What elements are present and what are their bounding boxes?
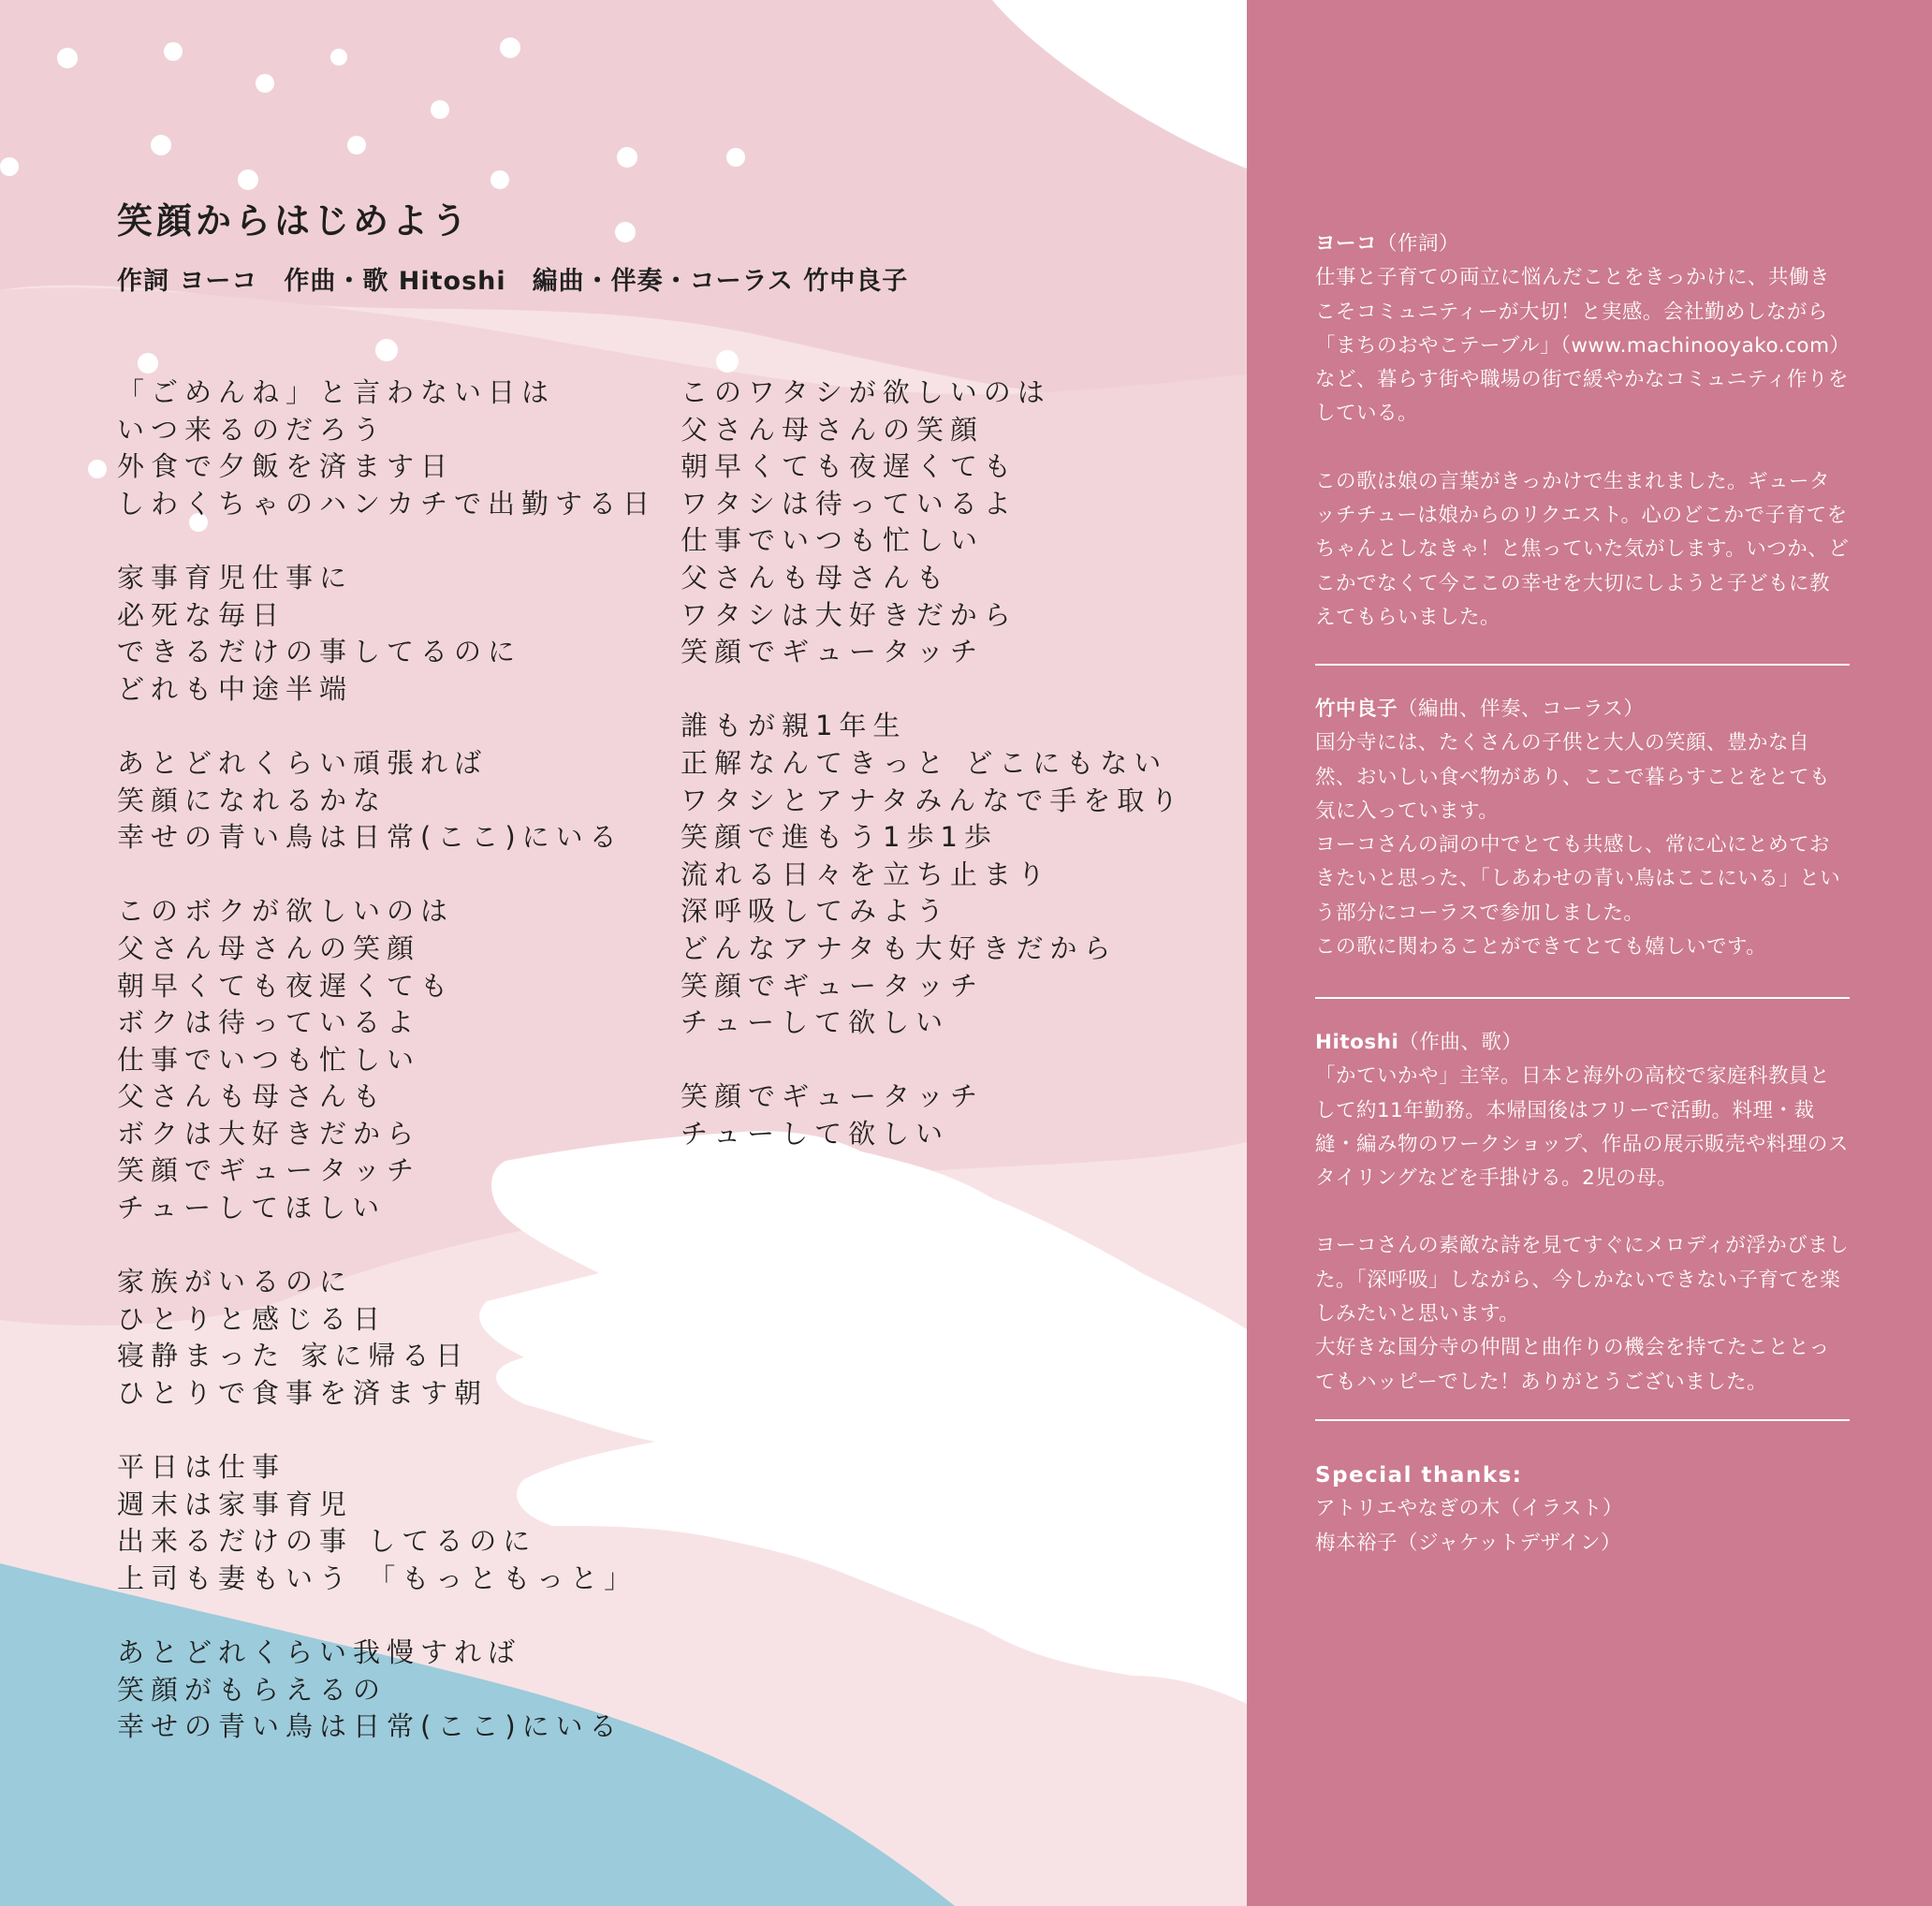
lyric-stanza (117, 1264, 716, 1412)
lyric-stanza (681, 374, 1280, 671)
bio-yoko (1315, 227, 1850, 635)
lyric-line: 父さん母さんの笑顔 (117, 931, 421, 964)
bio-name: ヨーコ (1315, 232, 1378, 256)
bio-role: （作曲、歌） (1398, 1031, 1523, 1054)
bio-text: この歌に関わることができてとても嬉しいです。 (1315, 935, 1767, 960)
lyric-line: 深呼吸してみよう (681, 895, 951, 928)
lyric-line: 幸せの青い鳥は日常(ここ)にいる (117, 1710, 623, 1743)
special-thanks-line: アトリエやなぎの木（イラスト） (1315, 1497, 1623, 1521)
lyric-stanza (117, 374, 716, 522)
lyric-line: ひとりで食事を済ます朝 (117, 1377, 489, 1410)
lyric-line: 「ごめんね」と言わない日は (117, 376, 556, 408)
lyric-line: 笑顔でギュータッチ (681, 636, 985, 668)
lyric-line: できるだけの事してるのに (117, 636, 522, 668)
special-thanks-heading: Special thanks: (1315, 1463, 1523, 1488)
lyric-stanza (117, 1635, 716, 1746)
bio-role: （編曲、伴奏、コーラス） (1398, 697, 1645, 721)
lyric-line: このワタシが欲しいのは (681, 376, 1051, 408)
lyric-line: 出来るだけの事 してるのに (117, 1525, 537, 1558)
lyric-line: 流れる日々を立ち止まり (681, 858, 1052, 890)
lyric-line: 平日は仕事 (117, 1451, 286, 1484)
bio-name: 竹中良子 (1315, 697, 1398, 721)
bio-text: 仕事と子育ての両立に悩んだことをきっかけに、共働きこそコミュニティーが大切！と実感。会社勤めしながら「まちのおやこテーブル」（www.machinooyako.com）など、暮らす街や職場の街で緩やかなコミュニティ作りをしている。 (1315, 266, 1849, 426)
lyric-line: 必死な毎日 (117, 598, 286, 631)
lyric-line: 家事育児仕事に (117, 561, 354, 594)
lyric-line: 週末は家事育児 (117, 1488, 354, 1520)
lyric-line: このボクが欲しいのは (117, 895, 455, 928)
lyric-line: 正解なんてきっと どこにもない (681, 746, 1168, 779)
lyric-line: 仕事でいつも忙しい (681, 524, 985, 557)
lyric-line: ワタシとアナタみんなで手を取り (681, 784, 1185, 816)
lyric-line: 上司も妻もいう 「もっともっと」 (117, 1562, 638, 1594)
bio-text: この歌は娘の言葉がきっかけで生まれました。ギュータッチチューは娘からのリクエスト。心のどこかで子育てをちゃんとしなきゃ！と焦っていた気がします。いつか、どこかでなくて今ここの幸せを大切にしようと子どもに教えてもらいました。 (1315, 469, 1850, 629)
lyric-line: あとどれくらい頑張れば (117, 746, 489, 779)
bio-hitoshi (1315, 1026, 1850, 1400)
lyric-line: 笑顔でギュータッチ (681, 969, 985, 1002)
credits-panel (1247, 0, 1932, 1906)
lyric-line: しわくちゃのハンカチで出勤する日 (117, 487, 657, 520)
lyric-line: 父さんも母さんも (117, 1080, 388, 1113)
lyric-line: 外食で夕飯を済ます日 (117, 450, 455, 483)
lyric-line: 笑顔で進もう1歩1歩 (681, 821, 998, 854)
bio-text: ヨーコさんの詞の中でとても共感し、常に心にとめておきたいと思った、「しあわせの青い鳥はここにいる」という部分にコーラスで参加しました。 (1315, 833, 1841, 925)
bio-text: ヨーコさんの素敵な詩を見てすぐにメロディが浮かびました。「深呼吸」しながら、今しかないできない子育てを楽しみたいと思います。 (1315, 1234, 1850, 1327)
lyric-line: いつ来るのだろう (117, 413, 388, 446)
lyric-line: 笑顔になれるかな (117, 784, 388, 816)
lyric-line: チューして欲しい (681, 1117, 950, 1150)
lyric-line: 朝早くても夜遅くても (117, 969, 455, 1002)
divider (1315, 664, 1850, 666)
lyric-line: 家族がいるのに (117, 1266, 354, 1298)
lyric-line: 父さん母さんの笑顔 (681, 413, 985, 446)
lyric-stanza (117, 560, 716, 708)
lyric-line: 笑顔がもらえるの (117, 1673, 388, 1706)
lyric-line: ボクは待っているよ (117, 1006, 421, 1039)
lyric-stanza (117, 1449, 716, 1597)
lyric-line: 誰もが親1年生 (681, 710, 907, 742)
lyric-stanza (681, 708, 1280, 1041)
divider (1315, 997, 1850, 999)
lyric-line: チューして欲しい (681, 1006, 950, 1039)
bio-name: Hitoshi (1315, 1031, 1399, 1054)
special-thanks-line: 梅本裕子（ジャケットデザイン） (1315, 1531, 1621, 1555)
lyric-line: どれも中途半端 (117, 672, 354, 705)
song-title: 笑顔からはじめよう (117, 200, 472, 242)
lyric-line: 父さんも母さんも (681, 561, 951, 594)
bio-text: 「かていかや」主宰。日本と海外の高校で家庭科教員として約11年勤務。本帰国後はフリーで活動。料理・裁縫・編み物のワークショップ、作品の展示販売や料理のスタイリングなどを手掛ける。2児の母。 (1315, 1064, 1849, 1191)
lyric-line: どんなアナタも大好きだから (681, 931, 1118, 964)
lyric-line: ワタシは大好きだから (681, 598, 1017, 631)
lyric-line: 仕事でいつも忙しい (117, 1043, 421, 1076)
lyric-line: ひとりと感じる日 (117, 1302, 388, 1335)
bio-text: 国分寺には、たくさんの子供と大人の笑顔、豊かな自然、おいしい食べ物があり、ここで暮らすことをとても気に入っています。 (1315, 731, 1831, 823)
lyric-line: あとどれくらい我慢すれば (117, 1636, 522, 1669)
lyric-line: チューしてほしい (117, 1192, 387, 1224)
bio-role: （作詞） (1377, 232, 1460, 256)
bio-takenaka (1315, 693, 1850, 964)
lyric-line: ワタシは待っているよ (681, 487, 1017, 520)
lyric-stanza (117, 893, 716, 1226)
lyric-line: 幸せの青い鳥は日常(ここ)にいる (117, 821, 623, 854)
lyric-line: ボクは大好きだから (117, 1117, 421, 1150)
lyric-stanza (117, 745, 716, 857)
lyric-line: 朝早くても夜遅くても (681, 450, 1018, 483)
lyrics-column-right (681, 374, 1280, 1190)
song-credits: 作詞 ヨーコ 作曲・歌 Hitoshi 編曲・伴奏・コーラス 竹中良子 (117, 267, 909, 296)
lyric-line: 笑顔でギュータッチ (117, 1154, 421, 1187)
lyrics-column-left (117, 374, 716, 1783)
bio-text: 大好きな国分寺の仲間と曲作りの機会を持てたこととってもハッピーでした！ありがとうございました。 (1315, 1336, 1830, 1394)
lyric-line: 笑顔でギュータッチ (681, 1080, 985, 1113)
lyric-stanza (681, 1078, 1280, 1152)
lyric-line: 寝静まった 家に帰る日 (117, 1340, 470, 1372)
divider (1315, 1419, 1850, 1421)
special-thanks (1315, 1459, 1850, 1561)
